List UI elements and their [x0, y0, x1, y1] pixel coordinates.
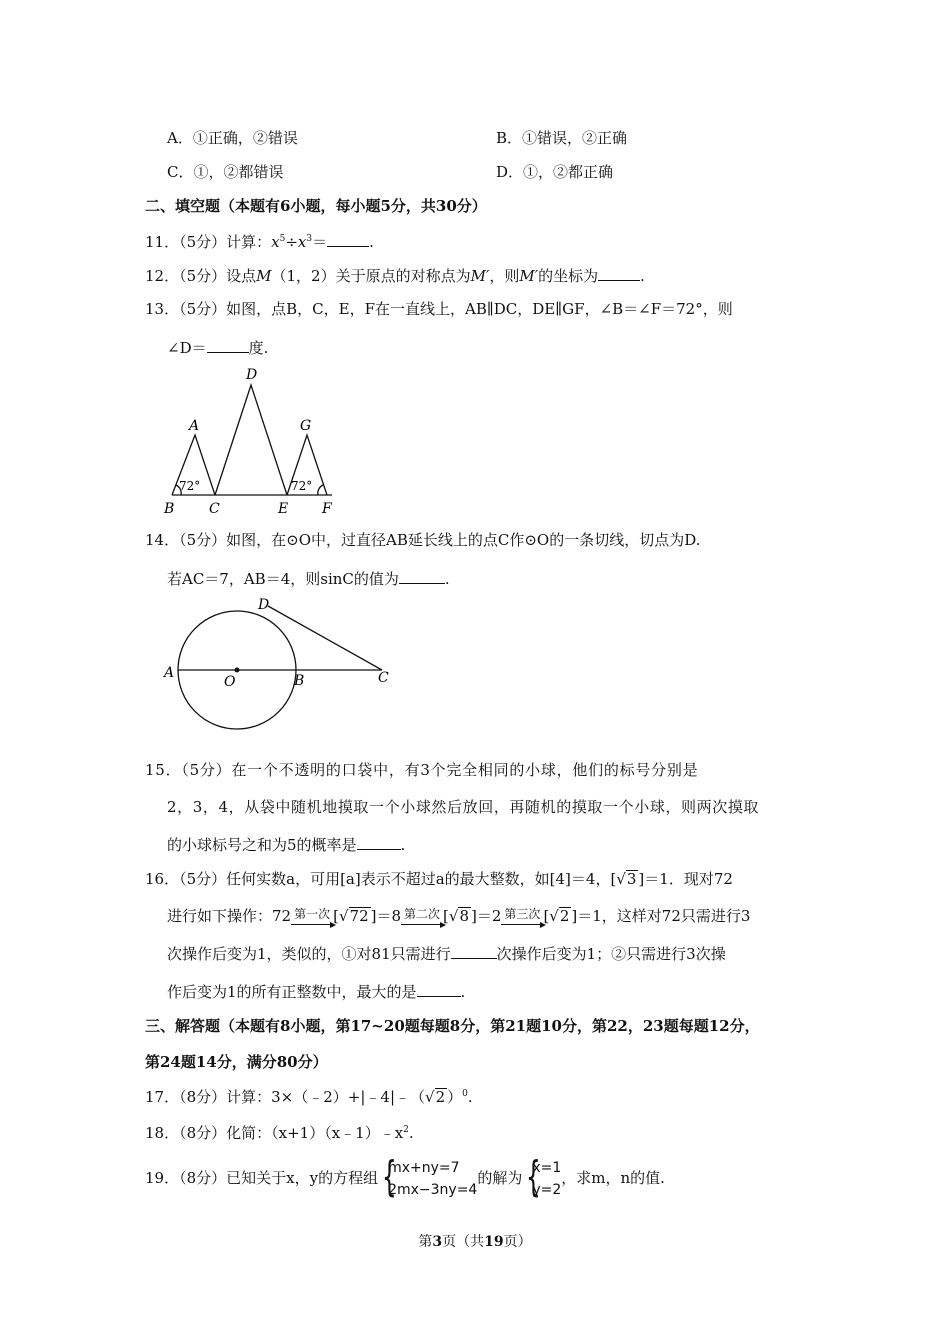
q12-text-a: 12．（5分）设点 [145, 267, 257, 285]
question-13-line2 [167, 337, 268, 358]
q16-sqrt72: 72 [349, 907, 369, 925]
q16-text-b: ]＝1．现对72 [638, 870, 733, 888]
q17-exponent: 0 [462, 1089, 468, 1099]
answer-blank [327, 231, 369, 247]
q11-end: . [369, 233, 374, 251]
q12-text-b: （1，2）关于原点的对称点为 [271, 267, 471, 285]
fig13-angle-b: 72° [179, 479, 201, 493]
answer-blank [357, 834, 401, 850]
option-d: D．①，②都正确 [496, 163, 614, 181]
question-18 [145, 1123, 414, 1143]
q17-end: . [467, 1088, 473, 1106]
q12-text-d: 的坐标为 [538, 267, 599, 285]
q12-end: . [640, 267, 645, 285]
q16-start: 进行如下操作：72 [167, 907, 292, 925]
fig14-center-point [235, 668, 240, 673]
answer-blank [451, 943, 497, 959]
q19-solution-system [522, 1157, 561, 1201]
question-16-line2: 进行如下操作：72 第一次 [√72 ]＝8 第二次 [√8 ]＝2 第三次 [√2 ]＝1，这样对72只需进行3 [167, 907, 751, 925]
q18-text: 18．（8分）化简：（x+1）（x﹣1）﹣x [145, 1124, 404, 1142]
q12-text-c: ，则 [489, 267, 520, 285]
option-a: A．①正确，②错误 [167, 129, 298, 147]
question-16: 16．（5分）任何实数a，可用[a]表示不超过a的最大整数，如[4]＝4，[√3 ]＝1．现对72 [145, 870, 733, 888]
fig13-label-g: G [300, 418, 312, 434]
section2-heading: 二、填空题（本题有6小题，每小题5分，共30分） [145, 197, 487, 215]
q15-end: . [400, 836, 406, 854]
answer-blank [207, 337, 249, 353]
q18-end: . [408, 1124, 414, 1142]
q19-text-a: 19．（8分）已知关于x，y的方程组 [145, 1169, 379, 1187]
fig13-label-a: A [189, 418, 200, 434]
fig13-label-f: F [322, 501, 332, 517]
q16-arrow-2: 第二次 [401, 908, 443, 925]
question-14: 14．（5分）如图，在⊙O中，过直径AB延长线上的点C作⊙O的一条切线，切点为D. [145, 531, 701, 549]
q16-eq2: ]＝2 [471, 907, 502, 925]
fig13-triangle-cde [215, 385, 287, 495]
fig14-tangent-dc [268, 606, 382, 670]
q12-point-mprime: M′ [470, 267, 490, 285]
q16-text-e: 次操作后变为1；②只需进行3次操 [496, 945, 726, 963]
q18-exponent: 2 [403, 1125, 409, 1135]
question-16-line4 [167, 981, 465, 1002]
question-14-line2 [167, 568, 450, 589]
fig14-label-d: D [258, 597, 270, 613]
q13-angle-d: ∠D＝ [167, 339, 207, 357]
question-17: 17．（8分）计算：3×（﹣2）+|﹣4|﹣（√2 ）$^0$. [145, 1088, 473, 1106]
page-number: 3 [432, 1234, 443, 1250]
q19-eq1: { mx+ny=7 [388, 1160, 460, 1176]
q16-text-a: 16．（5分）任何实数a，可用[a]表示不超过a的最大整数，如[4]＝4，[ [145, 870, 617, 888]
fig13-label-c: C [209, 501, 220, 517]
q16-end: . [460, 983, 466, 1001]
q19-equation-system [378, 1157, 477, 1201]
footer-prefix: 第 [418, 1234, 433, 1250]
question-16-line3 [167, 943, 726, 964]
fig13-label-d: D [246, 367, 258, 383]
answer-blank [399, 568, 445, 584]
fig13-angle-arc-f [318, 485, 323, 495]
q16-text-f: 作后变为1的所有正整数中，最大的是 [167, 983, 417, 1001]
q15-text: 的小球标号之和为5的概率是 [167, 836, 357, 854]
answer-blank [417, 981, 461, 997]
question-13: 13．（5分）如图，点B，C，E，F在一直线上，AB∥DC，DE∥GF，∠B＝∠F＝72°，则 [145, 300, 733, 318]
q17-text: 17．（8分）计算：3×（﹣2）+|﹣4|﹣（ [145, 1088, 426, 1106]
section3-heading: 三、解答题（本题有8小题，第17~20题每题8分，第21题10分，第22，23题每题12分， [145, 1017, 760, 1035]
q16-sqrt8: 8 [459, 907, 470, 925]
question-19 [145, 1153, 665, 1207]
q16-text-d: 次操作后变为1，类似的，①对81只需进行 [167, 945, 451, 963]
q19-text-c: ，求m，n的值. [561, 1169, 665, 1187]
q16-sqrt2: 2 [559, 907, 570, 925]
question-15-line3 [167, 834, 405, 855]
fig13-label-b: B [164, 501, 175, 517]
q12-point-mprime-2: M′ [519, 267, 539, 285]
q17-paren: ） [447, 1088, 463, 1106]
q17-sqrt2: 2 [435, 1088, 446, 1106]
question-11: 11．（5分）计算：$x^5\div x^3=$ . [145, 233, 374, 251]
fig13-label-e: E [278, 501, 289, 517]
section3-heading-line2: 第24题14分，满分80分） [145, 1053, 328, 1071]
q11-suffix: ＝ [312, 233, 328, 251]
q16-eq8: ]＝8 [370, 907, 402, 925]
q16-arrow-3: 第三次 [501, 908, 543, 925]
question-15: 15．（5分）在一个不透明的口袋中，有3个完全相同的小球，他们的标号分别是 [145, 761, 699, 779]
q13-unit: 度. [248, 339, 269, 357]
q19-text-b: 的解为 [477, 1169, 523, 1187]
option-c: C．①，②都错误 [167, 163, 284, 181]
q19-sol2: y=2 [532, 1182, 562, 1198]
fig14-label-c: C [378, 670, 389, 686]
q16-arrow-1: 第一次 [291, 908, 333, 925]
q16-sqrt3: 3 [626, 870, 637, 888]
fig14-label-a: A [164, 665, 175, 681]
q11-prefix: 11．（5分）计算： [145, 233, 272, 251]
q14-end: . [444, 570, 450, 588]
fig14-label-b: B [294, 673, 305, 689]
fig14-label-o: O [224, 674, 236, 690]
question-12 [145, 265, 645, 286]
q19-eq2: 2mx−3ny=4 [388, 1182, 478, 1198]
page-total: 19 [484, 1234, 504, 1250]
q19-sol1: { x=1 [532, 1160, 562, 1176]
q16-text-c: ]＝1，这样对72只需进行3 [571, 907, 751, 925]
fig13-angle-f: 72° [291, 479, 313, 493]
question-15-line2: 2，3，4，从袋中随机地摸取一个小球然后放回，再随机的摸取一个小球，则两次摸取 [167, 798, 760, 816]
figure-13 [160, 362, 340, 522]
page-footer [0, 1231, 950, 1251]
footer-suffix: 页） [503, 1234, 532, 1250]
footer-mid: 页（共 [442, 1234, 485, 1250]
figure-14 [160, 593, 400, 733]
answer-blank [598, 265, 640, 281]
option-b: B．①错误，②正确 [496, 129, 628, 147]
q14-text: 若AC＝7，AB＝4，则sinC的值为 [167, 570, 399, 588]
q12-point-m: M [256, 267, 272, 285]
